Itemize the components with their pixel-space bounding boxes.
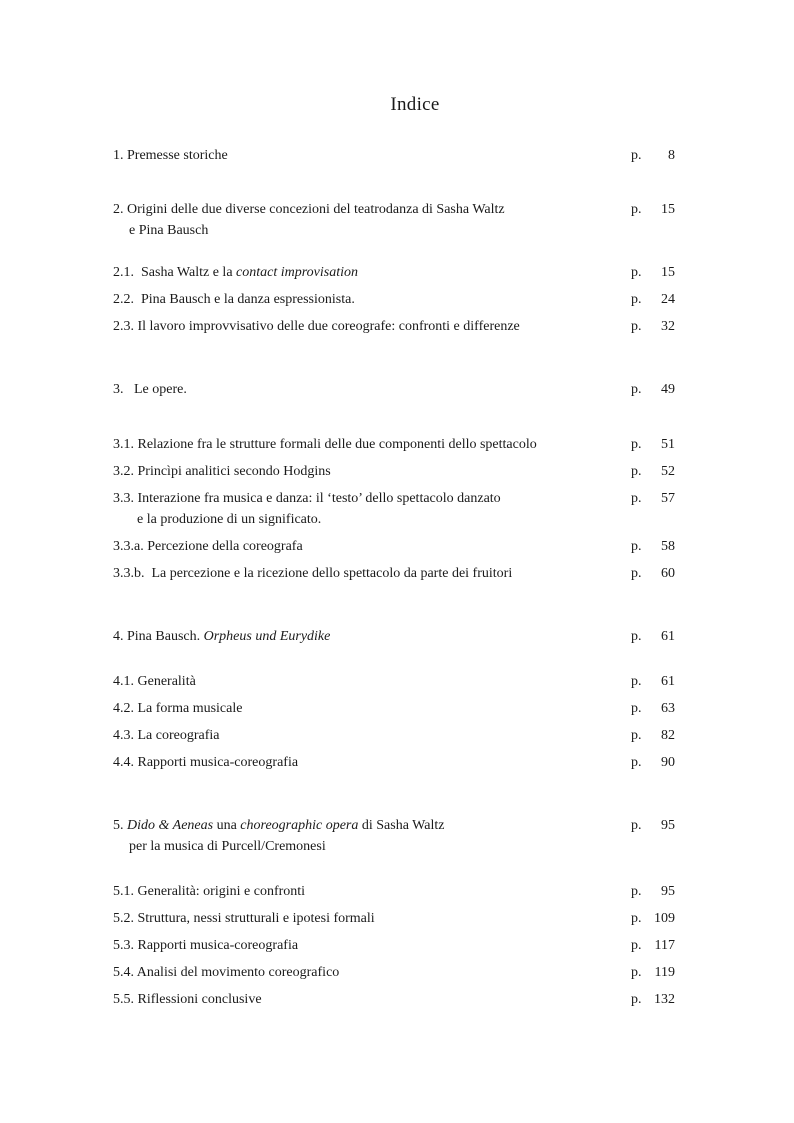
toc-entry-continuation: e la produzione di un significato.	[137, 512, 322, 527]
toc-entry-text: 3. Le opere.	[113, 382, 187, 397]
toc-entry-text: 3.1. Relazione fra le strutture formali delle due componenti dello spettacolo	[113, 437, 537, 452]
toc-entry-text: 2.2. Pina Bausch e la danza espressionista.	[113, 292, 355, 307]
toc-page-number: 61	[661, 674, 675, 689]
toc-page-label: p.	[631, 629, 642, 644]
toc-page-number: 51	[661, 437, 675, 452]
toc-page-number: 119	[654, 965, 675, 980]
toc-page-label: p.	[631, 674, 642, 689]
toc-entry-prefix: 2.1. Sasha Waltz e la	[113, 265, 237, 280]
toc-page-number: 132	[654, 992, 675, 1007]
toc-entry-italic: contact improvisation	[236, 265, 358, 280]
toc-page-label: p.	[631, 701, 642, 716]
toc-entry-text: 1. Premesse storiche	[113, 148, 228, 163]
toc-page-label: p.	[631, 539, 642, 554]
toc-entry-middle: una	[213, 818, 241, 833]
toc-page-label: p.	[631, 292, 642, 307]
toc-page-label: p.	[631, 202, 642, 217]
toc-entry-text	[113, 199, 613, 241]
toc-entry-text	[113, 815, 613, 857]
toc-page-label: p.	[631, 755, 642, 770]
toc-page-number: 24	[661, 292, 675, 307]
toc-page-label: p.	[631, 382, 642, 397]
toc-entry-suffix: di Sasha Waltz	[358, 818, 445, 833]
toc-entry-italic: Dido & Aeneas	[127, 818, 214, 833]
toc-page-label: p.	[631, 265, 642, 280]
toc-page-label: p.	[631, 566, 642, 581]
toc-page-number: 109	[654, 911, 675, 926]
toc-page-number: 15	[661, 265, 675, 280]
toc-page-label: p.	[631, 884, 642, 899]
toc-page-number: 57	[661, 491, 675, 506]
toc-entry-text: 5.3. Rapporti musica-coreografia	[113, 938, 299, 953]
toc-page-number: 52	[661, 464, 675, 479]
toc-entry-continuation: per la musica di Purcell/Cremonesi	[129, 839, 326, 854]
toc-page-number: 95	[661, 884, 675, 899]
toc-entry-text: 4.1. Generalità	[113, 674, 196, 689]
toc-page-number: 61	[661, 629, 675, 644]
toc-page-label: p.	[631, 911, 642, 926]
toc-entry-italic: Orpheus und Eurydike	[203, 629, 331, 644]
toc-page-label: p.	[631, 319, 642, 334]
toc-entry-text: 4.3. La coreografia	[113, 728, 220, 743]
toc-page-label: p.	[631, 437, 642, 452]
toc-entry-prefix: 4. Pina Bausch.	[113, 629, 204, 644]
toc-page-number: 32	[661, 319, 675, 334]
toc-entry-text: 3.3.a. Percezione della coreografa	[113, 539, 303, 554]
toc-page-label: p.	[631, 992, 642, 1007]
toc-page-number: 58	[661, 539, 675, 554]
toc-page-label: p.	[631, 818, 642, 833]
toc-page-number: 49	[661, 382, 675, 397]
toc-page-number: 15	[661, 202, 675, 217]
toc-page-label: p.	[631, 491, 642, 506]
toc-entry-text: 5.4. Analisi del movimento coreografico	[113, 965, 340, 980]
toc-entry-italic: choreographic opera	[240, 818, 359, 833]
page-title: Indice	[390, 94, 440, 115]
toc-entry-text: 5.5. Riflessioni conclusive	[113, 992, 262, 1007]
toc-page-label: p.	[631, 728, 642, 743]
toc-entry-text: 4.2. La forma musicale	[113, 701, 243, 716]
toc-entry-text: 3.2. Princìpi analitici secondo Hodgins	[113, 464, 331, 479]
toc-entry-text: 3.3.b. La percezione e la ricezione dello spettacolo da parte dei fruitori	[113, 566, 513, 581]
toc-entry-text: 5.2. Struttura, nessi strutturali e ipotesi formali	[113, 911, 375, 926]
toc-entry-text	[113, 488, 613, 530]
toc-entry-text: 4.4. Rapporti musica-coreografia	[113, 755, 299, 770]
toc-page-label: p.	[631, 965, 642, 980]
toc-entry-line: 2. Origini delle due diverse concezioni del teatrodanza di Sasha Waltz	[113, 202, 505, 217]
toc-page-number: 63	[661, 701, 675, 716]
toc-entry-continuation: e Pina Bausch	[129, 223, 209, 238]
toc-entry-line: 3.3. Interazione fra musica e danza: il ‘testo’ dello spettacolo danzato	[113, 491, 501, 506]
toc-page-number: 95	[661, 818, 675, 833]
toc-page-number: 90	[661, 755, 675, 770]
toc-entry-text: 2.3. Il lavoro improvvisativo delle due coreografe: confronti e differenze	[113, 319, 520, 334]
toc-page-number: 82	[661, 728, 675, 743]
toc-entry-text	[113, 626, 613, 647]
toc-entry-text: 5.1. Generalità: origini e confronti	[113, 884, 306, 899]
toc-entry-text	[113, 262, 613, 283]
toc-page-number: 60	[661, 566, 675, 581]
toc-page-label: p.	[631, 938, 642, 953]
toc-page-label: p.	[631, 148, 642, 163]
toc-page-number: 8	[668, 148, 675, 163]
toc-page-number: 117	[654, 938, 675, 953]
toc-entry-prefix: 5.	[113, 818, 127, 833]
toc-page-label: p.	[631, 464, 642, 479]
